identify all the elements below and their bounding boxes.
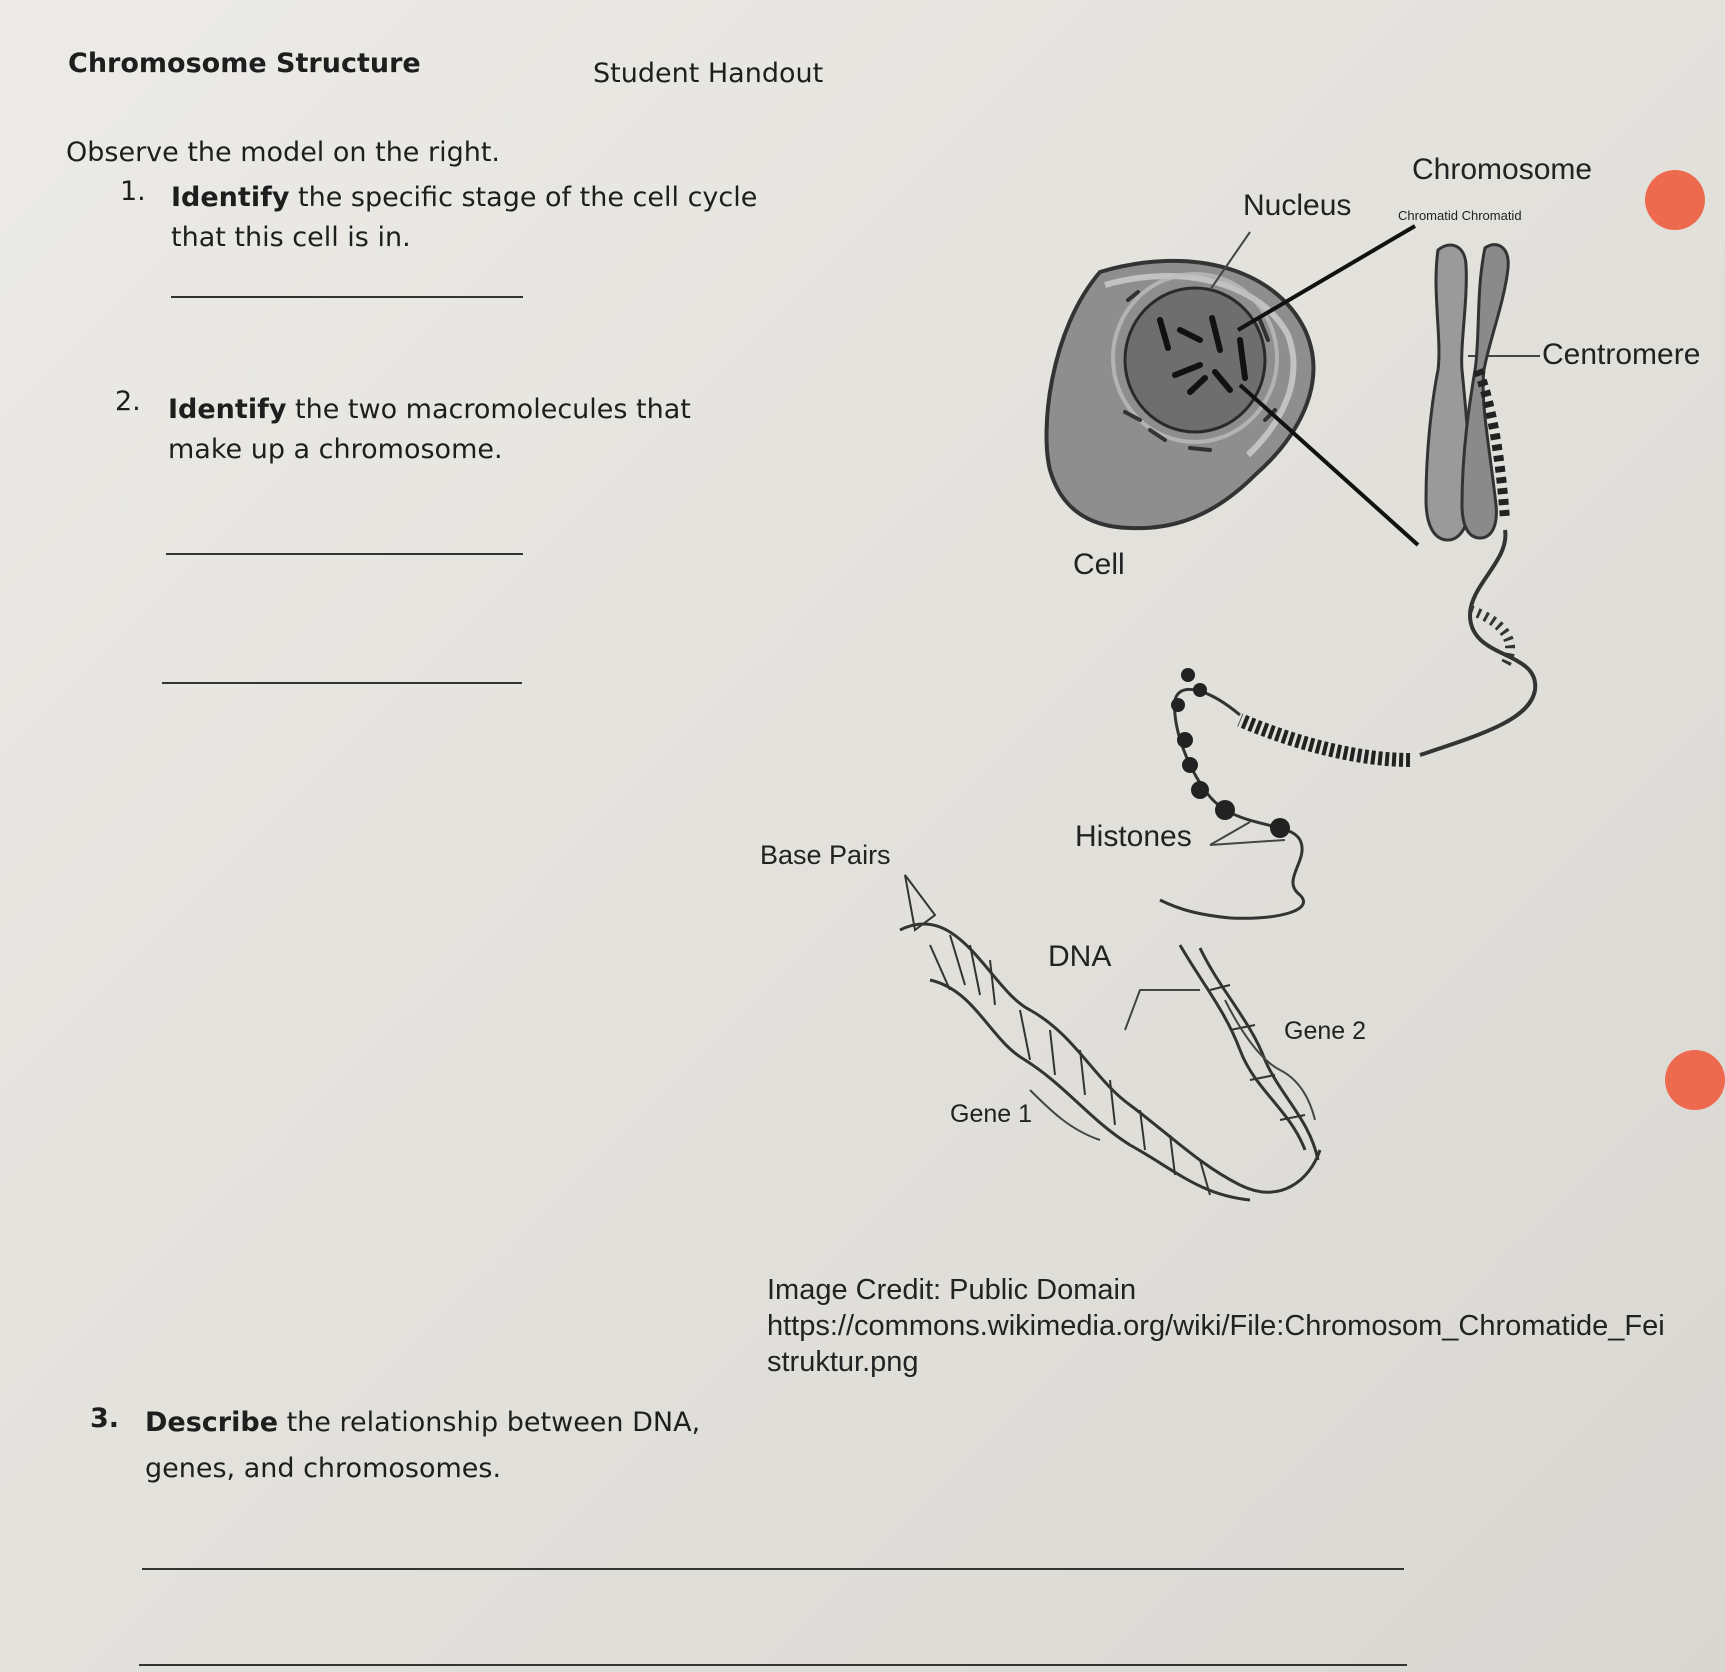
question-2-line1: the two macromolecules that [286, 394, 691, 425]
question-1-line1: the specific stage of the cell cycle [289, 182, 758, 213]
page-tab-marker-top [1645, 170, 1705, 230]
label-chromatid: Chromatid Chromatid [1398, 208, 1522, 223]
handout-title: Chromosome Structure [68, 48, 421, 79]
nucleosome-beads [1171, 668, 1290, 838]
credit-line-1: Image Credit: Public Domain [767, 1274, 1137, 1306]
question-1-verb: Identify [171, 182, 290, 213]
label-centromere: Centromere [1542, 338, 1701, 371]
label-nucleus: Nucleus [1243, 189, 1352, 222]
label-histones: Histones [1075, 820, 1192, 853]
chromosome-illustration [1426, 245, 1508, 540]
intro-text: Observe the model on the right. [66, 137, 501, 168]
question-3-line1: the relationship between DNA, [278, 1407, 701, 1438]
cell-illustration [1047, 261, 1314, 528]
credit-line-3: struktur.png [767, 1346, 919, 1378]
label-dna: DNA [1048, 940, 1112, 973]
label-gene-2: Gene 2 [1284, 1017, 1367, 1045]
label-cell: Cell [1073, 548, 1125, 581]
page-tab-marker-bottom [1665, 1050, 1725, 1110]
question-3-number: 3. [90, 1403, 120, 1434]
question-1-number: 1. [120, 176, 146, 207]
question-2-line2: make up a chromosome. [168, 434, 503, 465]
handout-subtitle: Student Handout [593, 58, 824, 89]
label-chromosome: Chromosome [1412, 153, 1593, 186]
question-1-line2: that this cell is in. [171, 222, 411, 253]
label-base-pairs: Base Pairs [760, 840, 891, 870]
question-2-verb: Identify [168, 394, 287, 425]
question-3-line2: genes, and chromosomes. [145, 1453, 502, 1484]
image-credit [767, 1272, 1683, 1380]
credit-line-2: https://commons.wikimedia.org/wiki/File:Chromosom_Chromatide_Fei [767, 1310, 1665, 1342]
label-gene-1: Gene 1 [950, 1100, 1033, 1128]
question-2-number: 2. [115, 386, 141, 417]
question-3-verb: Describe [145, 1407, 279, 1438]
chromatin-fiber [1160, 530, 1535, 918]
